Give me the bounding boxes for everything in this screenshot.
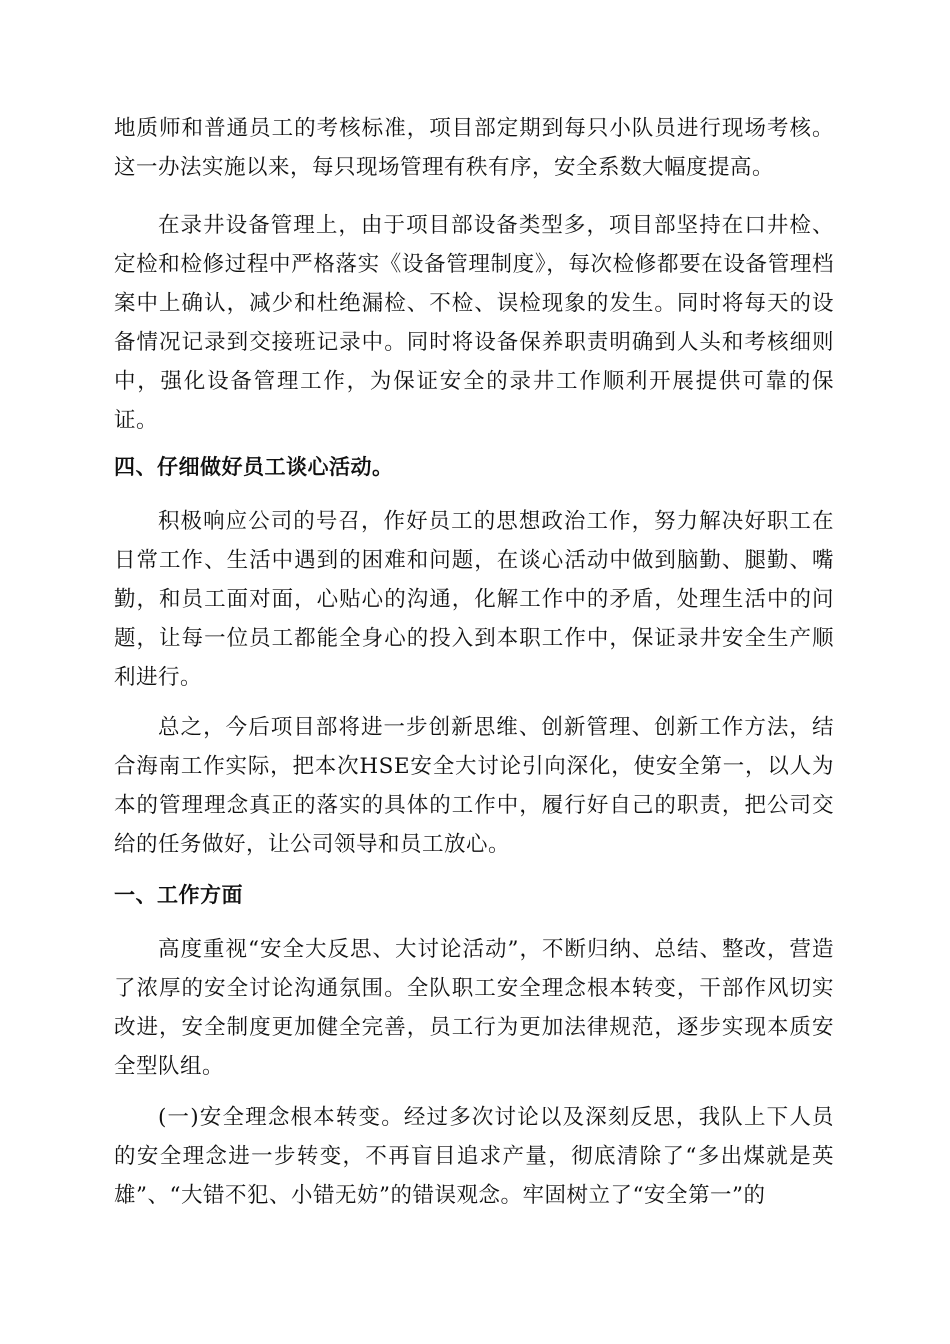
paragraph-safety-concept: (一)安全理念根本转变。经过多次讨论以及深刻反思，我队上下人员的安全理念进一步转变，不再盲目追求产量，彻底清除了“多出煤就是英雄”、“大错不犯、小错无妨”的错误观念。牢固树立了“安全第一”的 [114, 1105, 834, 1208]
paragraph-assessment-continued: 地质师和普通员工的考核标准，项目部定期到每只小队员进行现场考核。这一办法实施以来，每只现场管理有秩有序，安全系数大幅度提高。 [114, 116, 834, 180]
paragraph-summary: 总之，今后项目部将进一步创新思维、创新管理、创新工作方法，结合海南工作实际，把本次HSE安全大讨论引向深化，使安全第一，以人为本的管理理念真正的落实的具体的工作中，履行好自己的职责，把公司交给的任务做好，让公司领导和员工放心。 [114, 715, 834, 857]
heading-employee-talks: 四、仔细做好员工谈心活动。 [114, 455, 394, 479]
paragraph-work-aspects: 高度重视“安全大反思、大讨论活动”，不断归纳、总结、整改，营造了浓厚的安全讨论沟通氛围。全队职工安全理念根本转变，干部作风切实改进，安全制度更加健全完善，员工行为更加法律规范，逐步实现本质安全型队组。 [114, 937, 834, 1079]
heading-work-aspects: 一、工作方面 [114, 883, 243, 907]
paragraph-employee-talks: 积极响应公司的号召，作好员工的思想政治工作，努力解决好职工在日常工作、生活中遇到的困难和问题，在谈心活动中做到脑勤、腿勤、嘴勤，和员工面对面，心贴心的沟通，化解工作中的矛盾，处理生活中的问题，让每一位员工都能全身心的投入到本职工作中，保证录井安全生产顺利进行。 [114, 509, 834, 690]
paragraph-equipment-management: 在录井设备管理上，由于项目部设备类型多，项目部坚持在口井检、定检和检修过程中严格落实《设备管理制度》，每次检修都要在设备管理档案中上确认，减少和杜绝漏检、不检、误检现象的发生。同时将每天的设备情况记录到交接班记录中。同时将设备保养职责明确到人头和考核细则中，强化设备管理工作，为保证安全的录井工作顺利开展提供可靠的保证。 [114, 213, 834, 433]
